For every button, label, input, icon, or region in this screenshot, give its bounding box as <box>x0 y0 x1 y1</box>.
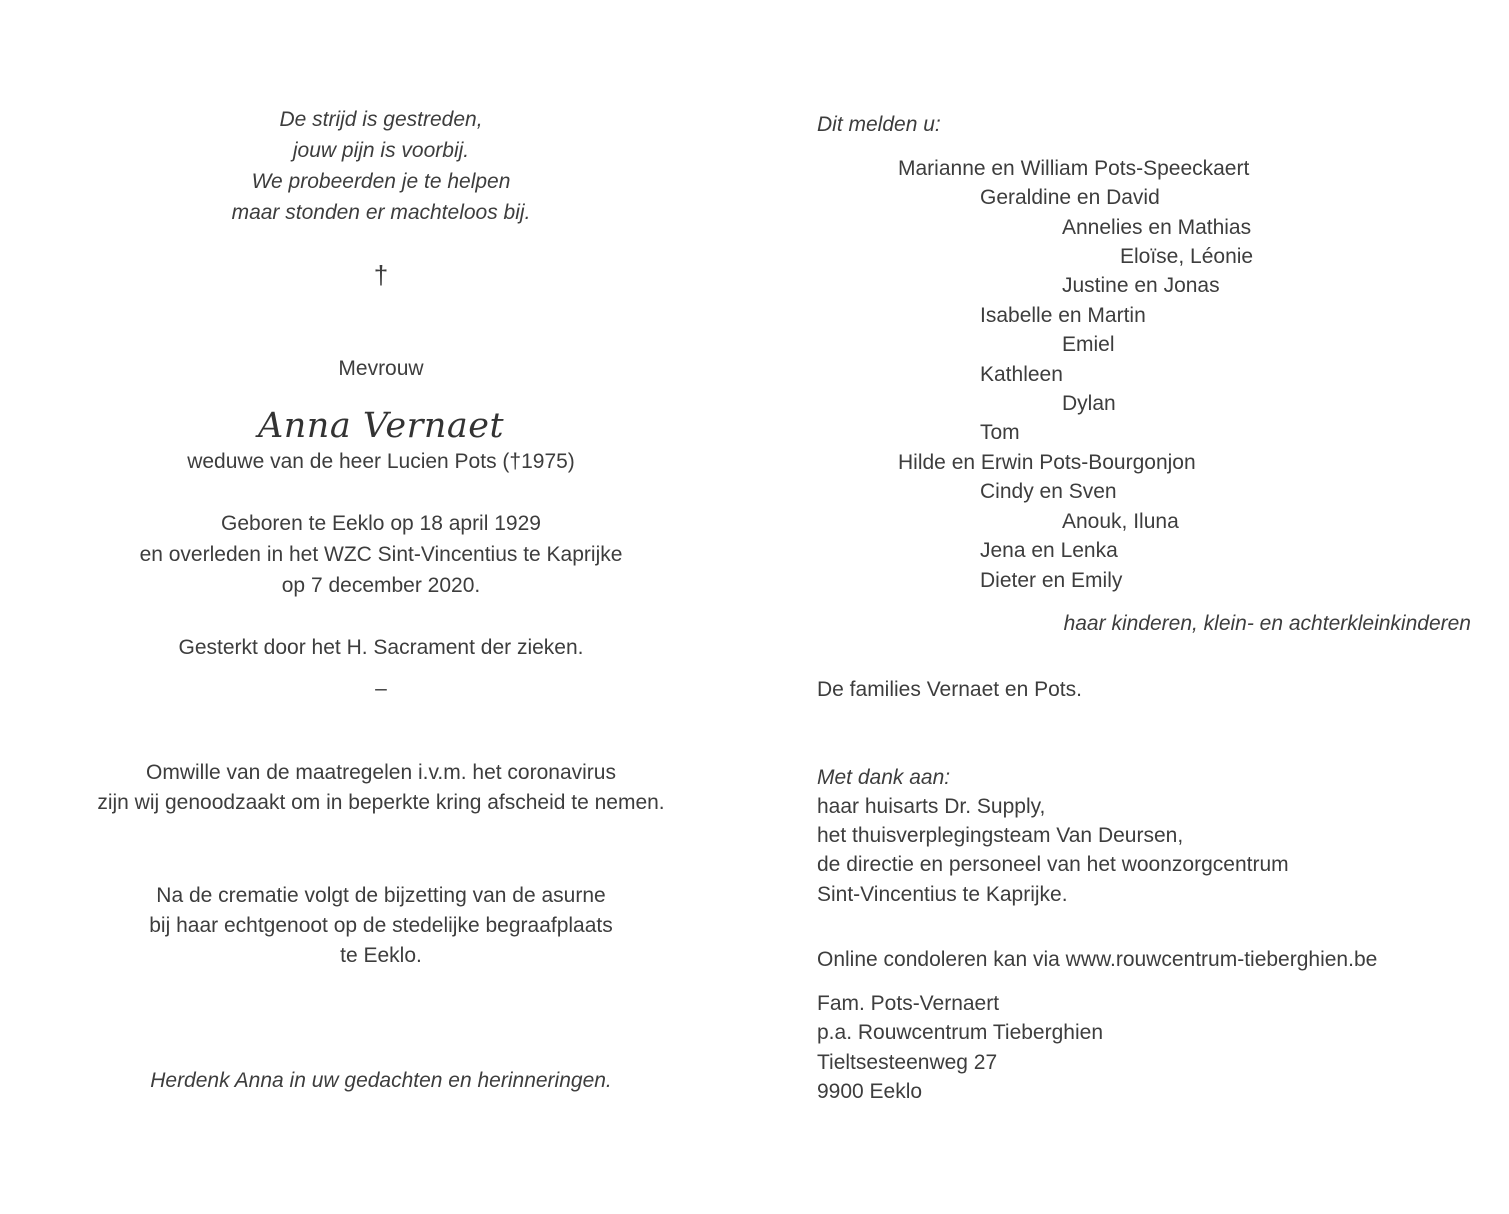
address-line: p.a. Rouwcentrum Tieberghien <box>817 1021 1103 1044</box>
family-member: Geraldine en David <box>980 186 1160 209</box>
thanks-line: haar huisarts Dr. Supply, <box>817 795 1046 818</box>
poem-line: maar stonden er machteloos bij. <box>231 201 531 224</box>
birth-death-line: en overleden in het WZC Sint-Vincentius te Kaprijke <box>139 543 623 566</box>
online-condolence-line: Online condoleren kan via www.rouwcentrum-tieberghien.be <box>817 948 1378 971</box>
family-member: Anouk, Iluna <box>1062 510 1179 533</box>
honorific: Mevrouw <box>338 357 424 380</box>
thanks-line: Sint-Vincentius te Kaprijke. <box>817 883 1068 906</box>
family-member: Annelies en Mathias <box>1062 216 1252 239</box>
cross-icon: † <box>373 260 389 290</box>
families-line: De families Vernaet en Pots. <box>817 678 1082 701</box>
family-member: Jena en Lenka <box>980 539 1118 562</box>
address-line: 9900 Eeklo <box>817 1080 923 1103</box>
family-caption: haar kinderen, klein- en achterkleinkinderen <box>1063 612 1471 635</box>
burial-line: te Eeklo. <box>340 944 422 967</box>
family-member: Tom <box>980 421 1020 444</box>
corona-line: zijn wij genoodzaakt om in beperkte kring afscheid te nemen. <box>97 791 665 814</box>
family-member: Justine en Jonas <box>1062 274 1220 297</box>
birth-death-line: Geboren te Eeklo op 18 april 1929 <box>221 512 541 535</box>
family-member: Hilde en Erwin Pots-Bourgonjon <box>898 451 1196 474</box>
thanks-line: de directie en personeel van het woonzorgcentrum <box>817 853 1289 876</box>
sacrament-line: Gesterkt door het H. Sacrament der zieken. <box>178 636 584 659</box>
family-member: Cindy en Sven <box>980 480 1117 503</box>
family-member: Dieter en Emily <box>980 569 1123 592</box>
thanks-heading: Met dank aan: <box>817 766 951 789</box>
address-line: Tieltsesteenweg 27 <box>817 1051 998 1074</box>
deceased-name: Anna Vernaet <box>257 406 505 446</box>
thanks-line: het thuisverplegingsteam Van Deursen, <box>817 824 1184 847</box>
address-line: Fam. Pots-Vernaert <box>817 992 1000 1015</box>
poem-line: De strijd is gestreden, <box>279 108 483 131</box>
family-member: Emiel <box>1062 333 1115 356</box>
poem-line: We probeerden je te helpen <box>251 170 511 193</box>
family-member: Eloïse, Léonie <box>1120 245 1254 268</box>
divider-dash: – <box>375 677 387 700</box>
burial-line: bij haar echtgenoot op de stedelijke begraafplaats <box>149 914 613 937</box>
family-member: Kathleen <box>980 363 1063 386</box>
family-member: Dylan <box>1062 392 1116 415</box>
family-member: Marianne en William Pots-Speeckaert <box>898 157 1250 180</box>
corona-line: Omwille van de maatregelen i.v.m. het coronavirus <box>146 761 616 784</box>
announce-heading: Dit melden u: <box>817 113 941 136</box>
family-member: Isabelle en Martin <box>980 304 1146 327</box>
remember-line: Herdenk Anna in uw gedachten en herinneringen. <box>150 1069 612 1092</box>
burial-line: Na de crematie volgt de bijzetting van de asurne <box>156 884 606 907</box>
poem-line: jouw pijn is voorbij. <box>292 139 470 162</box>
birth-death-line: op 7 december 2020. <box>281 574 481 597</box>
widow-line: weduwe van de heer Lucien Pots (†1975) <box>187 450 575 473</box>
